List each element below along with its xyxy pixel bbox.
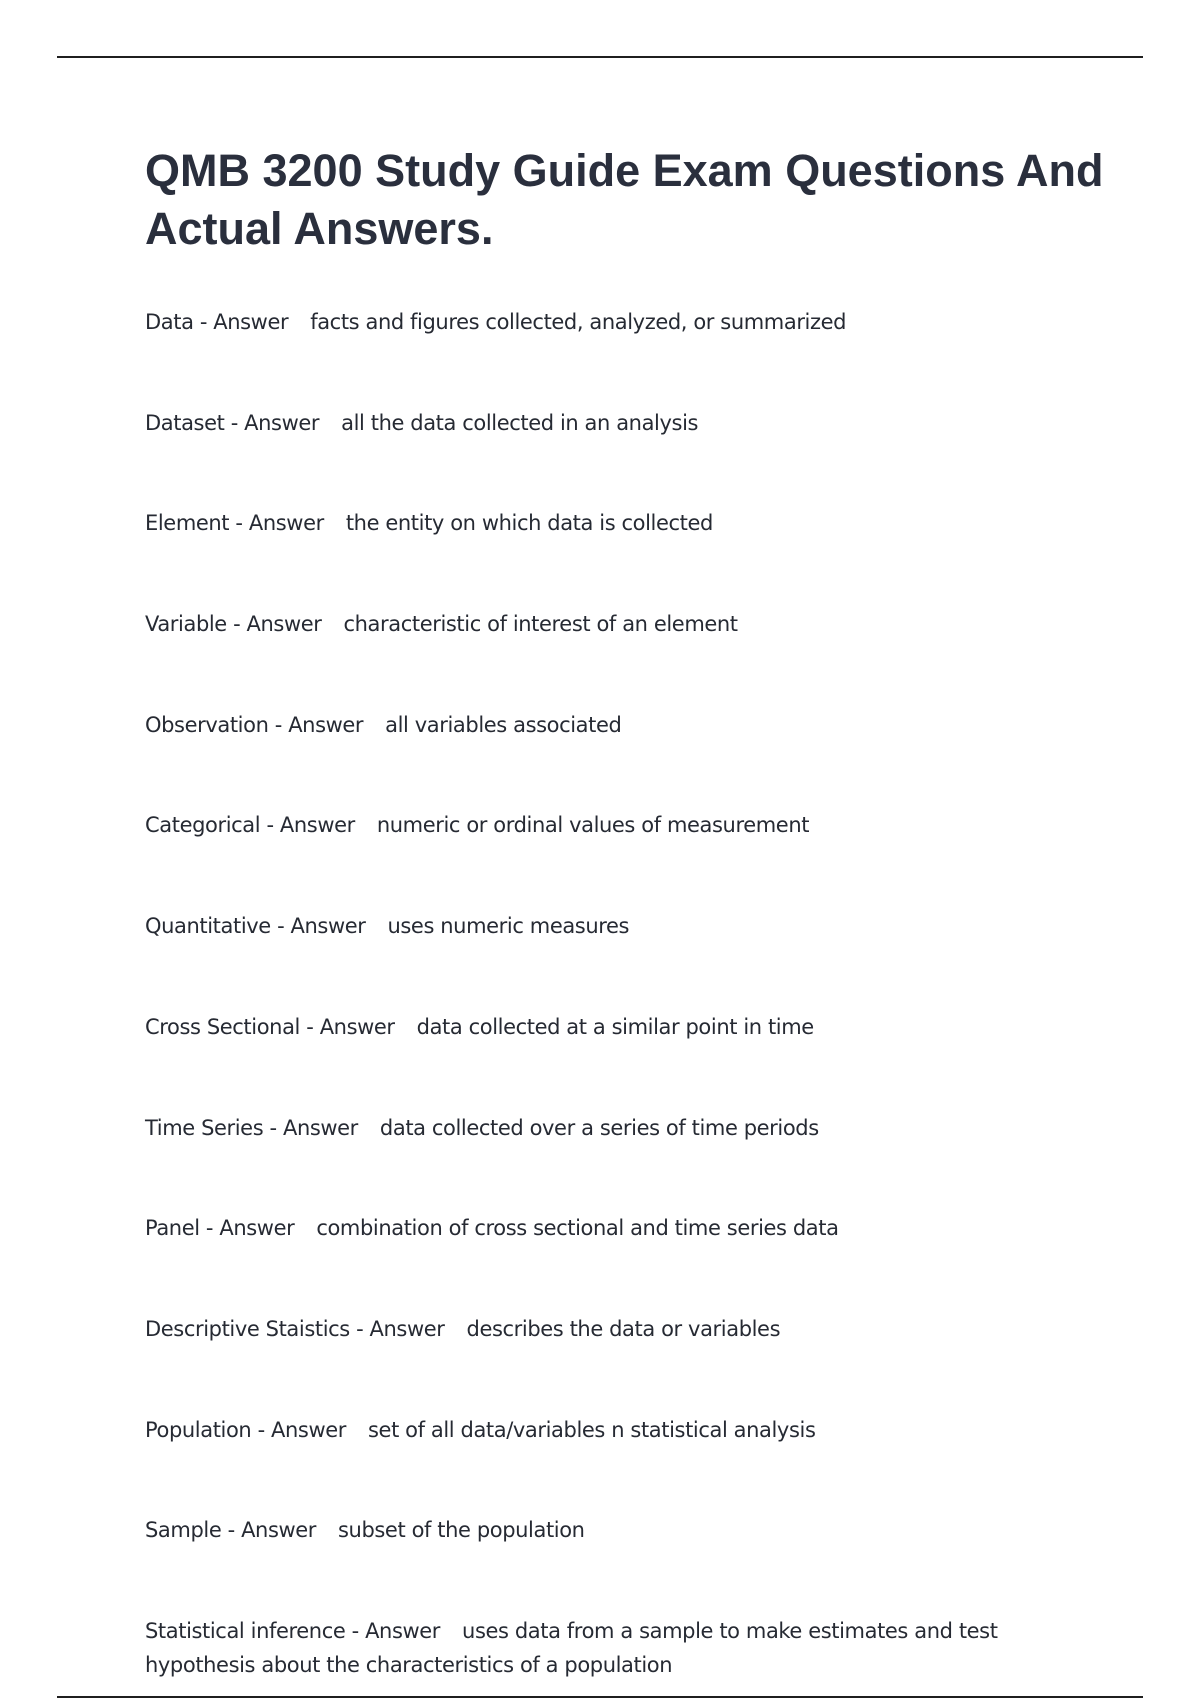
qa-question: Data - Answer	[145, 310, 289, 334]
qa-item-variable	[145, 607, 1085, 708]
qa-item-categorical	[145, 808, 1085, 909]
top-divider	[57, 56, 1143, 58]
qa-item-time-series	[145, 1111, 1085, 1212]
qa-question: Quantitative - Answer	[145, 914, 366, 939]
qa-answer: all variables associated	[385, 712, 622, 737]
qa-answer: uses data from a sample to make estimates and test hypothesis about the characteristics of a population	[145, 1618, 998, 1677]
qa-item-data	[145, 305, 1085, 406]
qa-item-observation	[145, 708, 1085, 809]
qa-item-population	[145, 1413, 1085, 1514]
qa-question: Panel - Answer	[145, 1216, 295, 1241]
qa-answer: subset of the population	[338, 1518, 585, 1543]
qa-item-statistical-inference	[145, 1614, 1085, 1682]
qa-answer: uses numeric measures	[387, 914, 630, 939]
qa-answer: data collected over a series of time periods	[379, 1115, 819, 1140]
qa-question: Categorical - Answer	[145, 813, 355, 838]
qa-question: Sample - Answer	[145, 1518, 317, 1543]
qa-item-panel	[145, 1211, 1085, 1312]
qa-item-quantitative	[145, 909, 1085, 1010]
qa-answer: data collected at a similar point in time	[416, 1014, 814, 1039]
qa-item-dataset	[145, 406, 1085, 507]
qa-question: Variable - Answer	[145, 612, 322, 637]
bottom-divider	[57, 1696, 1143, 1698]
qa-question: Observation - Answer	[145, 712, 364, 737]
qa-answer: the entity on which data is collected	[345, 511, 713, 536]
qa-answer: all the data collected in an analysis	[341, 410, 699, 435]
qa-answer: numeric or ordinal values of measurement	[376, 813, 810, 838]
qa-answer: characteristic of interest of an element	[343, 612, 738, 637]
qa-item-descriptive-statistics	[145, 1312, 1085, 1413]
qa-answer: facts and figures collected, analyzed, or summarized	[310, 310, 847, 334]
qa-question: Time Series - Answer	[145, 1115, 358, 1140]
qa-answer: combination of cross sectional and time series data	[316, 1216, 839, 1241]
qa-list	[145, 305, 1085, 1682]
qa-question: Population - Answer	[145, 1417, 347, 1442]
qa-item-sample	[145, 1513, 1085, 1614]
qa-answer: set of all data/variables n statistical analysis	[368, 1417, 816, 1442]
page-title: QMB 3200 Study Guide Exam Questions And Actual Answers.	[145, 145, 1104, 254]
qa-item-element	[145, 506, 1085, 607]
qa-question: Descriptive Staistics - Answer	[145, 1316, 445, 1341]
qa-question: Dataset - Answer	[145, 410, 320, 435]
qa-answer: describes the data or variables	[466, 1316, 781, 1341]
qa-question: Element - Answer	[145, 511, 324, 536]
qa-question: Statistical inference - Answer	[145, 1618, 441, 1643]
qa-item-cross-sectional	[145, 1010, 1085, 1111]
qa-question: Cross Sectional - Answer	[145, 1014, 395, 1039]
